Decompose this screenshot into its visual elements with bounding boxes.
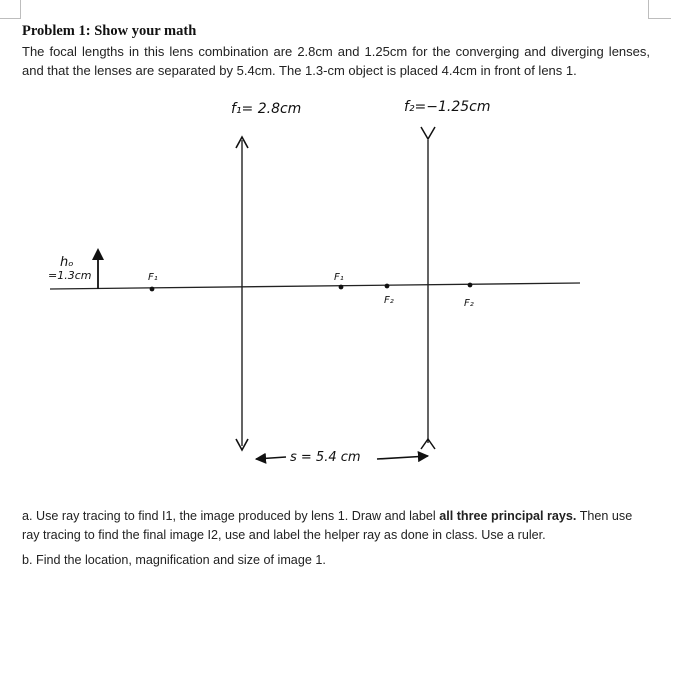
separation-label: s = 5.4 cm [290, 450, 361, 465]
problem-intro: The focal lengths in this lens combination are 2.8cm and 1.25cm for the converging and diverging lenses, and that the lenses are separated by 5.4cm. The 1.3-cm object is placed 4.4cm in front of lens 1. [22, 44, 650, 78]
focal-point-f2-right [468, 283, 473, 288]
question-a [22, 507, 652, 545]
question-a-emphasis: all three principal rays. [439, 509, 577, 523]
optical-axis [50, 283, 580, 289]
lens1-focal-label: f₁= 2.8cm [231, 101, 302, 117]
diverging-lens-top-wings [421, 127, 435, 139]
focal-point-f1-left [150, 287, 155, 292]
separation-arrow-left [256, 457, 286, 459]
object-height-symbol: hₒ [60, 255, 74, 270]
focal-label-f2-left: F₂ [384, 295, 394, 306]
focal-label-f1-right: F₁ [334, 272, 344, 283]
focal-label-f1-left: F₁ [148, 272, 158, 283]
problem-title: Problem 1: Show your math [22, 23, 197, 39]
focal-label-f2-right: F₂ [464, 298, 474, 309]
question-b: b. Find the location, magnification and size of image 1. [22, 553, 326, 567]
separation-arrow-right [377, 456, 428, 459]
focal-point-f2-left [385, 284, 390, 289]
object-height-value: =1.3cm [48, 269, 92, 282]
question-a-text-1: a. Use ray tracing to find I1, the image produced by lens 1. Draw and label [22, 509, 440, 523]
object-arrowhead [92, 248, 104, 260]
lens2-focal-label: f₂=−1.25cm [404, 99, 491, 115]
question-a-text-2: Then use ray tracing to find the final image I2, use and label the helper ray as done in class. Use a ruler. [22, 509, 633, 542]
focal-point-f1-right [339, 285, 344, 290]
